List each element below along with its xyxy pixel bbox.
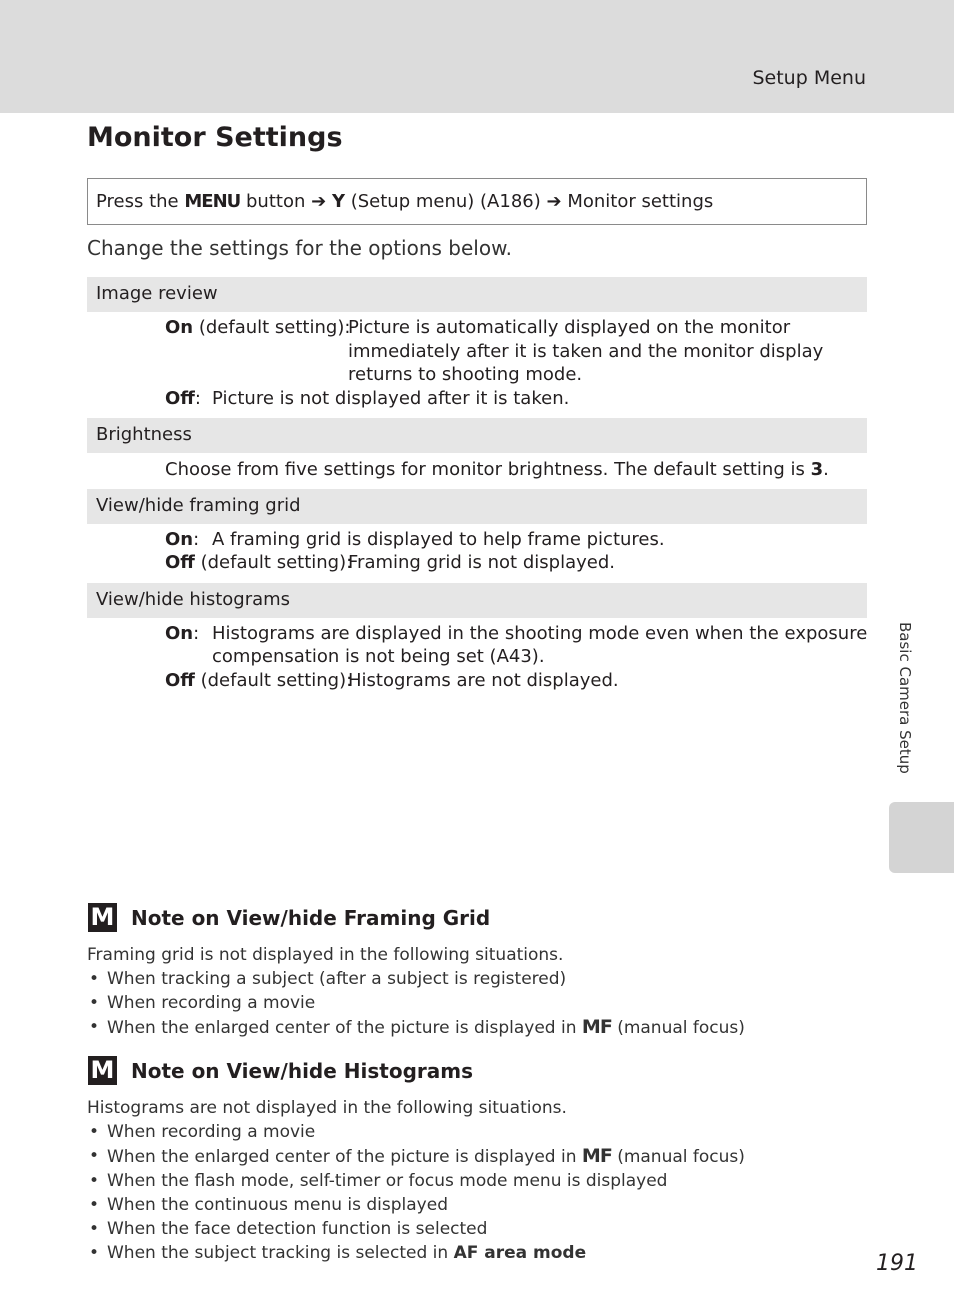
image-review-off-label: Off:	[165, 388, 201, 409]
list-item: • When tracking a subject (after a subject is registered)	[87, 967, 745, 991]
page-title: Monitor Settings	[87, 122, 343, 153]
setup-wrench-icon: Y	[331, 191, 345, 212]
brightness-desc: Choose from five settings for monitor brightness. The default setting is 3.	[165, 459, 829, 480]
image-review-off-desc: Picture is not displayed after it is taken.	[212, 388, 570, 409]
section-label: Setup Menu	[752, 67, 866, 89]
framing-grid-on-label: On:	[165, 529, 200, 550]
note-histograms-intro: Histograms are not displayed in the following situations.	[87, 1098, 567, 1118]
note-framing-grid-intro: Framing grid is not displayed in the following situations.	[87, 945, 564, 965]
image-review-on-label: On (default setting):	[165, 317, 351, 338]
nav-button: button	[246, 191, 306, 212]
option-header-framing-grid: View/hide framing grid	[87, 489, 867, 524]
histograms-on-desc-1: Histograms are displayed in the shooting mode even when the exposure	[212, 623, 868, 644]
histograms-on-label: On:	[165, 623, 200, 644]
nav-page-ref: 186)	[499, 191, 541, 212]
list-item: • When recording a movie	[87, 991, 745, 1015]
note-title-histograms: Note on View/hide Histograms	[131, 1059, 473, 1083]
list-item: • When recording a movie	[87, 1120, 745, 1144]
histograms-off-label: Off (default setting):	[165, 670, 353, 691]
manual-focus-icon: MF	[581, 1145, 612, 1167]
header-band	[0, 0, 954, 113]
option-header-brightness: Brightness	[87, 418, 867, 453]
list-item: • When the continuous menu is displayed	[87, 1193, 745, 1217]
note-histograms-list	[87, 1120, 745, 1265]
framing-grid-on-desc: A framing grid is displayed to help frame pictures.	[212, 529, 665, 550]
nav-press: Press the	[96, 191, 179, 212]
nav-setup-menu: (Setup menu) (	[350, 191, 488, 212]
histograms-off-desc: Histograms are not displayed.	[348, 670, 619, 691]
list-item: • When the face detection function is selected	[87, 1217, 745, 1241]
image-review-on-desc: Picture is automatically displayed on the monitor immediately after it is taken and the monitor display returns to shooting mode.	[348, 317, 824, 385]
note-check-icon: M	[88, 1056, 117, 1085]
histograms-on-desc-2: compensation is not being set (A43).	[212, 646, 545, 667]
framing-grid-off-desc: Framing grid is not displayed.	[348, 552, 615, 573]
chapter-tab	[889, 802, 954, 873]
list-item: • When the subject tracking is selected in AF area mode	[87, 1241, 745, 1265]
book-reference-icon: A	[496, 646, 509, 667]
list-item: • When the enlarged center of the picture is displayed in MF (manual focus)	[87, 1144, 745, 1169]
arrow-icon: ➔	[311, 191, 327, 212]
list-item: • When the enlarged center of the picture is displayed in MF (manual focus)	[87, 1015, 745, 1040]
list-item: • When the flash mode, self-timer or focus mode menu is displayed	[87, 1169, 745, 1193]
arrow-icon: ➔	[546, 191, 562, 212]
navigation-path-box	[87, 178, 867, 225]
option-header-histograms: View/hide histograms	[87, 583, 867, 618]
note-title-framing-grid: Note on View/hide Framing Grid	[131, 906, 491, 930]
option-header-image-review: Image review	[87, 277, 867, 312]
note-framing-grid-list	[87, 967, 745, 1040]
nav-target: Monitor settings	[567, 191, 714, 212]
menu-button-icon: MENU	[184, 191, 241, 212]
page-number: 191	[876, 1251, 918, 1276]
book-reference-icon: A	[487, 191, 500, 212]
chapter-side-label: Basic Camera Setup	[896, 622, 914, 774]
note-check-icon: M	[88, 903, 117, 932]
intro-text: Change the settings for the options below.	[87, 236, 512, 260]
manual-focus-icon: MF	[581, 1016, 612, 1038]
framing-grid-off-label: Off (default setting):	[165, 552, 353, 573]
